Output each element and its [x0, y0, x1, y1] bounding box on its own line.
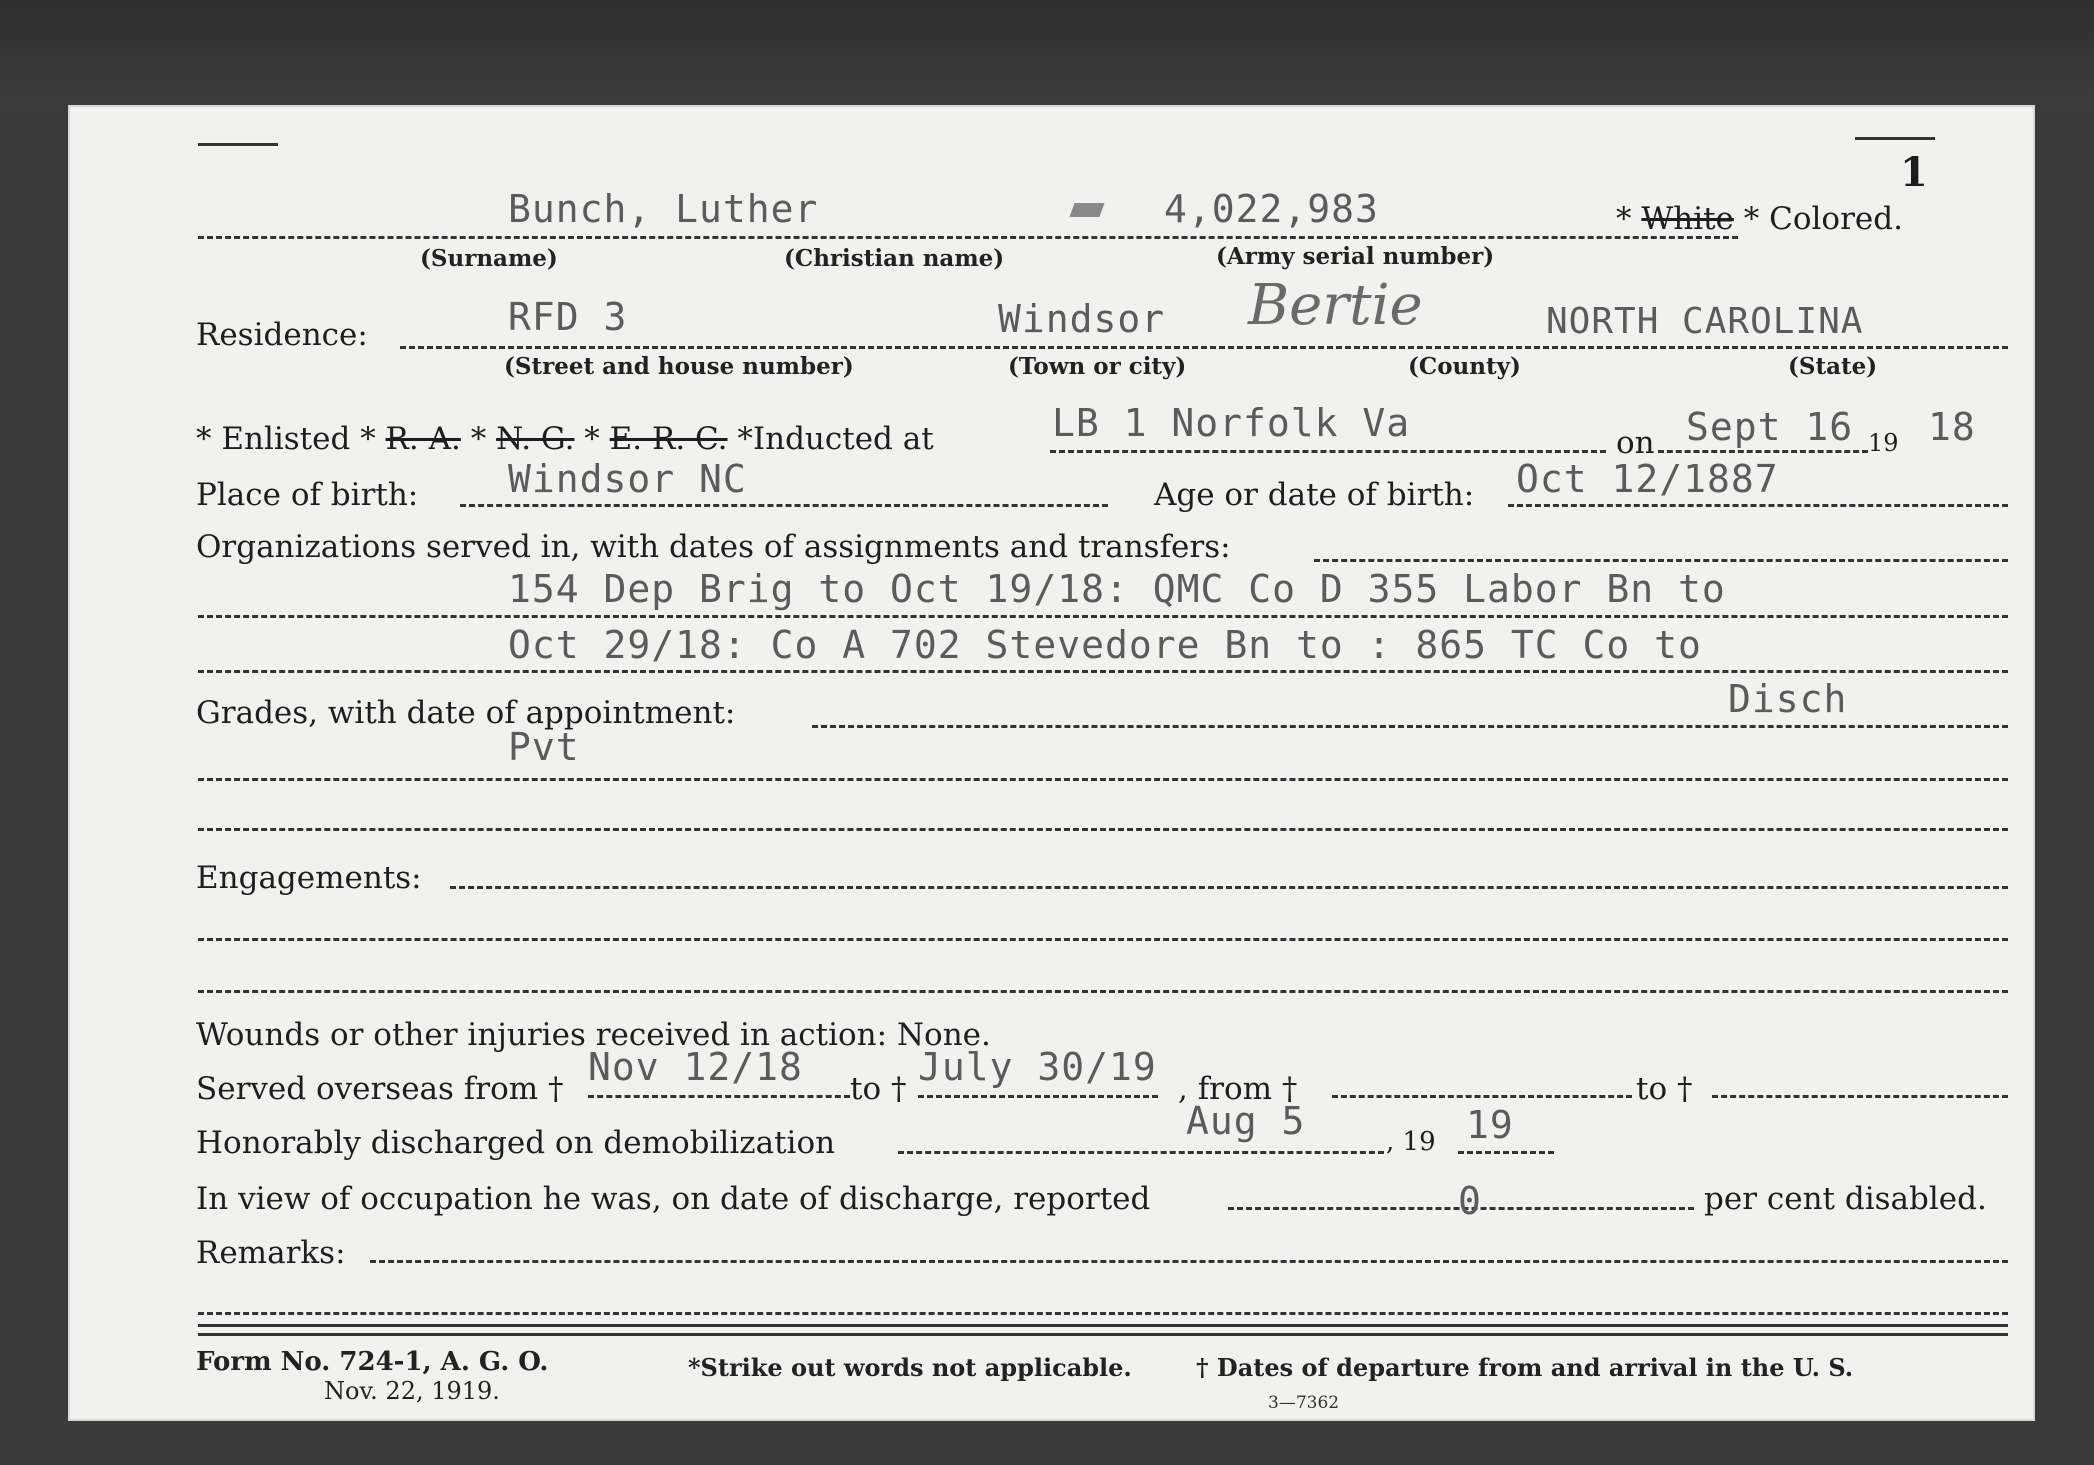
induction-on-label: on: [1616, 425, 1655, 461]
top-left-mark: [198, 143, 278, 146]
caption-christian-name: (Christian name): [784, 245, 1005, 272]
wounds-text: Wounds or other injuries received in action: None.: [196, 1017, 991, 1053]
organizations-line-2: [198, 670, 2008, 673]
remarks-line-0: [370, 1260, 2008, 1263]
overseas-to2-line: [1712, 1095, 2008, 1098]
grades-value: Pvt: [508, 725, 580, 769]
overseas-to-line: [918, 1095, 1158, 1098]
birth-place-value: Windsor NC: [508, 457, 747, 501]
bottom-rule-2: [198, 1333, 2008, 1336]
induction-year-value: 18: [1928, 405, 1976, 449]
grades-line-0: [812, 725, 2008, 728]
engagements-label: Engagements:: [196, 860, 422, 896]
residence-label: Residence:: [196, 317, 368, 353]
enlistment-options: * Enlisted * R. A. * N. G. * E. R. C. *Inducted at: [196, 421, 934, 457]
overseas-from2-label: , from †: [1178, 1071, 1298, 1107]
birth-date-line: [1508, 504, 2008, 507]
grades-label: Grades, with date of appointment:: [196, 695, 736, 731]
form-date: Nov. 22, 1919.: [324, 1377, 500, 1405]
induction-place-line: [1050, 450, 1606, 453]
print-code: 3—7362: [1268, 1393, 1340, 1413]
induction-year-prefix: 19: [1868, 429, 1899, 457]
bottom-rule-1: [198, 1324, 2008, 1327]
grades-line-1: [198, 778, 2008, 781]
overseas-from-line: [588, 1095, 850, 1098]
discharge-year-line: [1458, 1151, 1554, 1154]
caption-county: (County): [1408, 353, 1521, 380]
organizations-label: Organizations served in, with dates of assignments and transfers:: [196, 529, 1231, 565]
birth-date-value: Oct 12/1887: [1516, 457, 1779, 501]
race-options: * White * Colored.: [1616, 201, 1903, 237]
ink-smudge: [1069, 203, 1104, 217]
scanner-background: [0, 0, 2094, 105]
discharge-date-value: Aug 5: [1186, 1099, 1306, 1143]
top-right-mark: [1855, 137, 1935, 140]
overseas-from-value: Nov 12/18: [588, 1045, 803, 1089]
state-value: NORTH CAROLINA: [1546, 301, 1864, 342]
organizations-line2-value: Oct 29/18: Co A 702 Stevedore Bn to : 865 TC Co to: [508, 623, 1702, 667]
organizations-line1-value: 154 Dep Brig to Oct 19/18: QMC Co D 355 Labor Bn to: [508, 567, 1726, 611]
page-number: 1: [1900, 149, 1928, 196]
note-dates: † Dates of departure from and arrival in the U. S.: [1196, 1353, 1854, 1382]
county-handwritten-value: Bertie: [1248, 273, 1423, 338]
caption-state: (State): [1788, 353, 1878, 380]
caption-surname: (Surname): [420, 245, 558, 272]
service-record-card: [68, 105, 2035, 1421]
organizations-line-0: [1314, 559, 2008, 562]
birth-date-label: Age or date of birth:: [1154, 477, 1475, 513]
organizations-line3-value: Disch: [1728, 677, 1848, 721]
overseas-from-label: Served overseas from †: [196, 1071, 564, 1107]
induction-place-value: LB 1 Norfolk Va: [1052, 401, 1411, 445]
form-number: Form No. 724-1, A. G. O.: [196, 1347, 549, 1377]
street-value: RFD 3: [508, 295, 628, 339]
overseas-to-label: to †: [850, 1071, 907, 1107]
caption-town: (Town or city): [1008, 353, 1187, 380]
discharge-year-value: 19: [1466, 1103, 1514, 1147]
overseas-to2-label: to †: [1636, 1071, 1693, 1107]
grades-line-2: [198, 828, 2008, 831]
name-line: [198, 236, 1738, 239]
disability-label: In view of occupation he was, on date of discharge, reported: [196, 1181, 1151, 1217]
induction-date-line: [1658, 450, 1868, 453]
overseas-to-value: July 30/19: [918, 1045, 1157, 1089]
birth-place-label: Place of birth:: [196, 477, 419, 513]
remarks-label: Remarks:: [196, 1235, 346, 1271]
disability-suffix: per cent disabled.: [1704, 1181, 1987, 1217]
birth-place-line: [460, 504, 1108, 507]
discharge-date-line: [898, 1151, 1384, 1154]
surname-value: Bunch, Luther: [508, 187, 819, 231]
discharge-year-prefix: , 19: [1386, 1127, 1436, 1157]
note-strike-out: *Strike out words not applicable.: [688, 1353, 1132, 1382]
induction-date-value: Sept 16: [1686, 405, 1854, 449]
disability-value: 0: [1458, 1179, 1482, 1223]
town-value: Windsor: [998, 297, 1166, 341]
residence-line: [400, 346, 2008, 349]
caption-serial-number: (Army serial number): [1216, 243, 1495, 270]
serial-number-value: 4,022,983: [1164, 187, 1379, 231]
organizations-line-1: [198, 615, 2008, 618]
engagements-line-2: [198, 990, 2008, 993]
engagements-line-0: [450, 886, 2008, 889]
caption-street: (Street and house number): [504, 353, 854, 380]
overseas-from2-line: [1332, 1095, 1632, 1098]
engagements-line-1: [198, 938, 2008, 941]
discharge-label: Honorably discharged on demobilization: [196, 1125, 836, 1161]
remarks-line-1: [198, 1312, 2008, 1315]
